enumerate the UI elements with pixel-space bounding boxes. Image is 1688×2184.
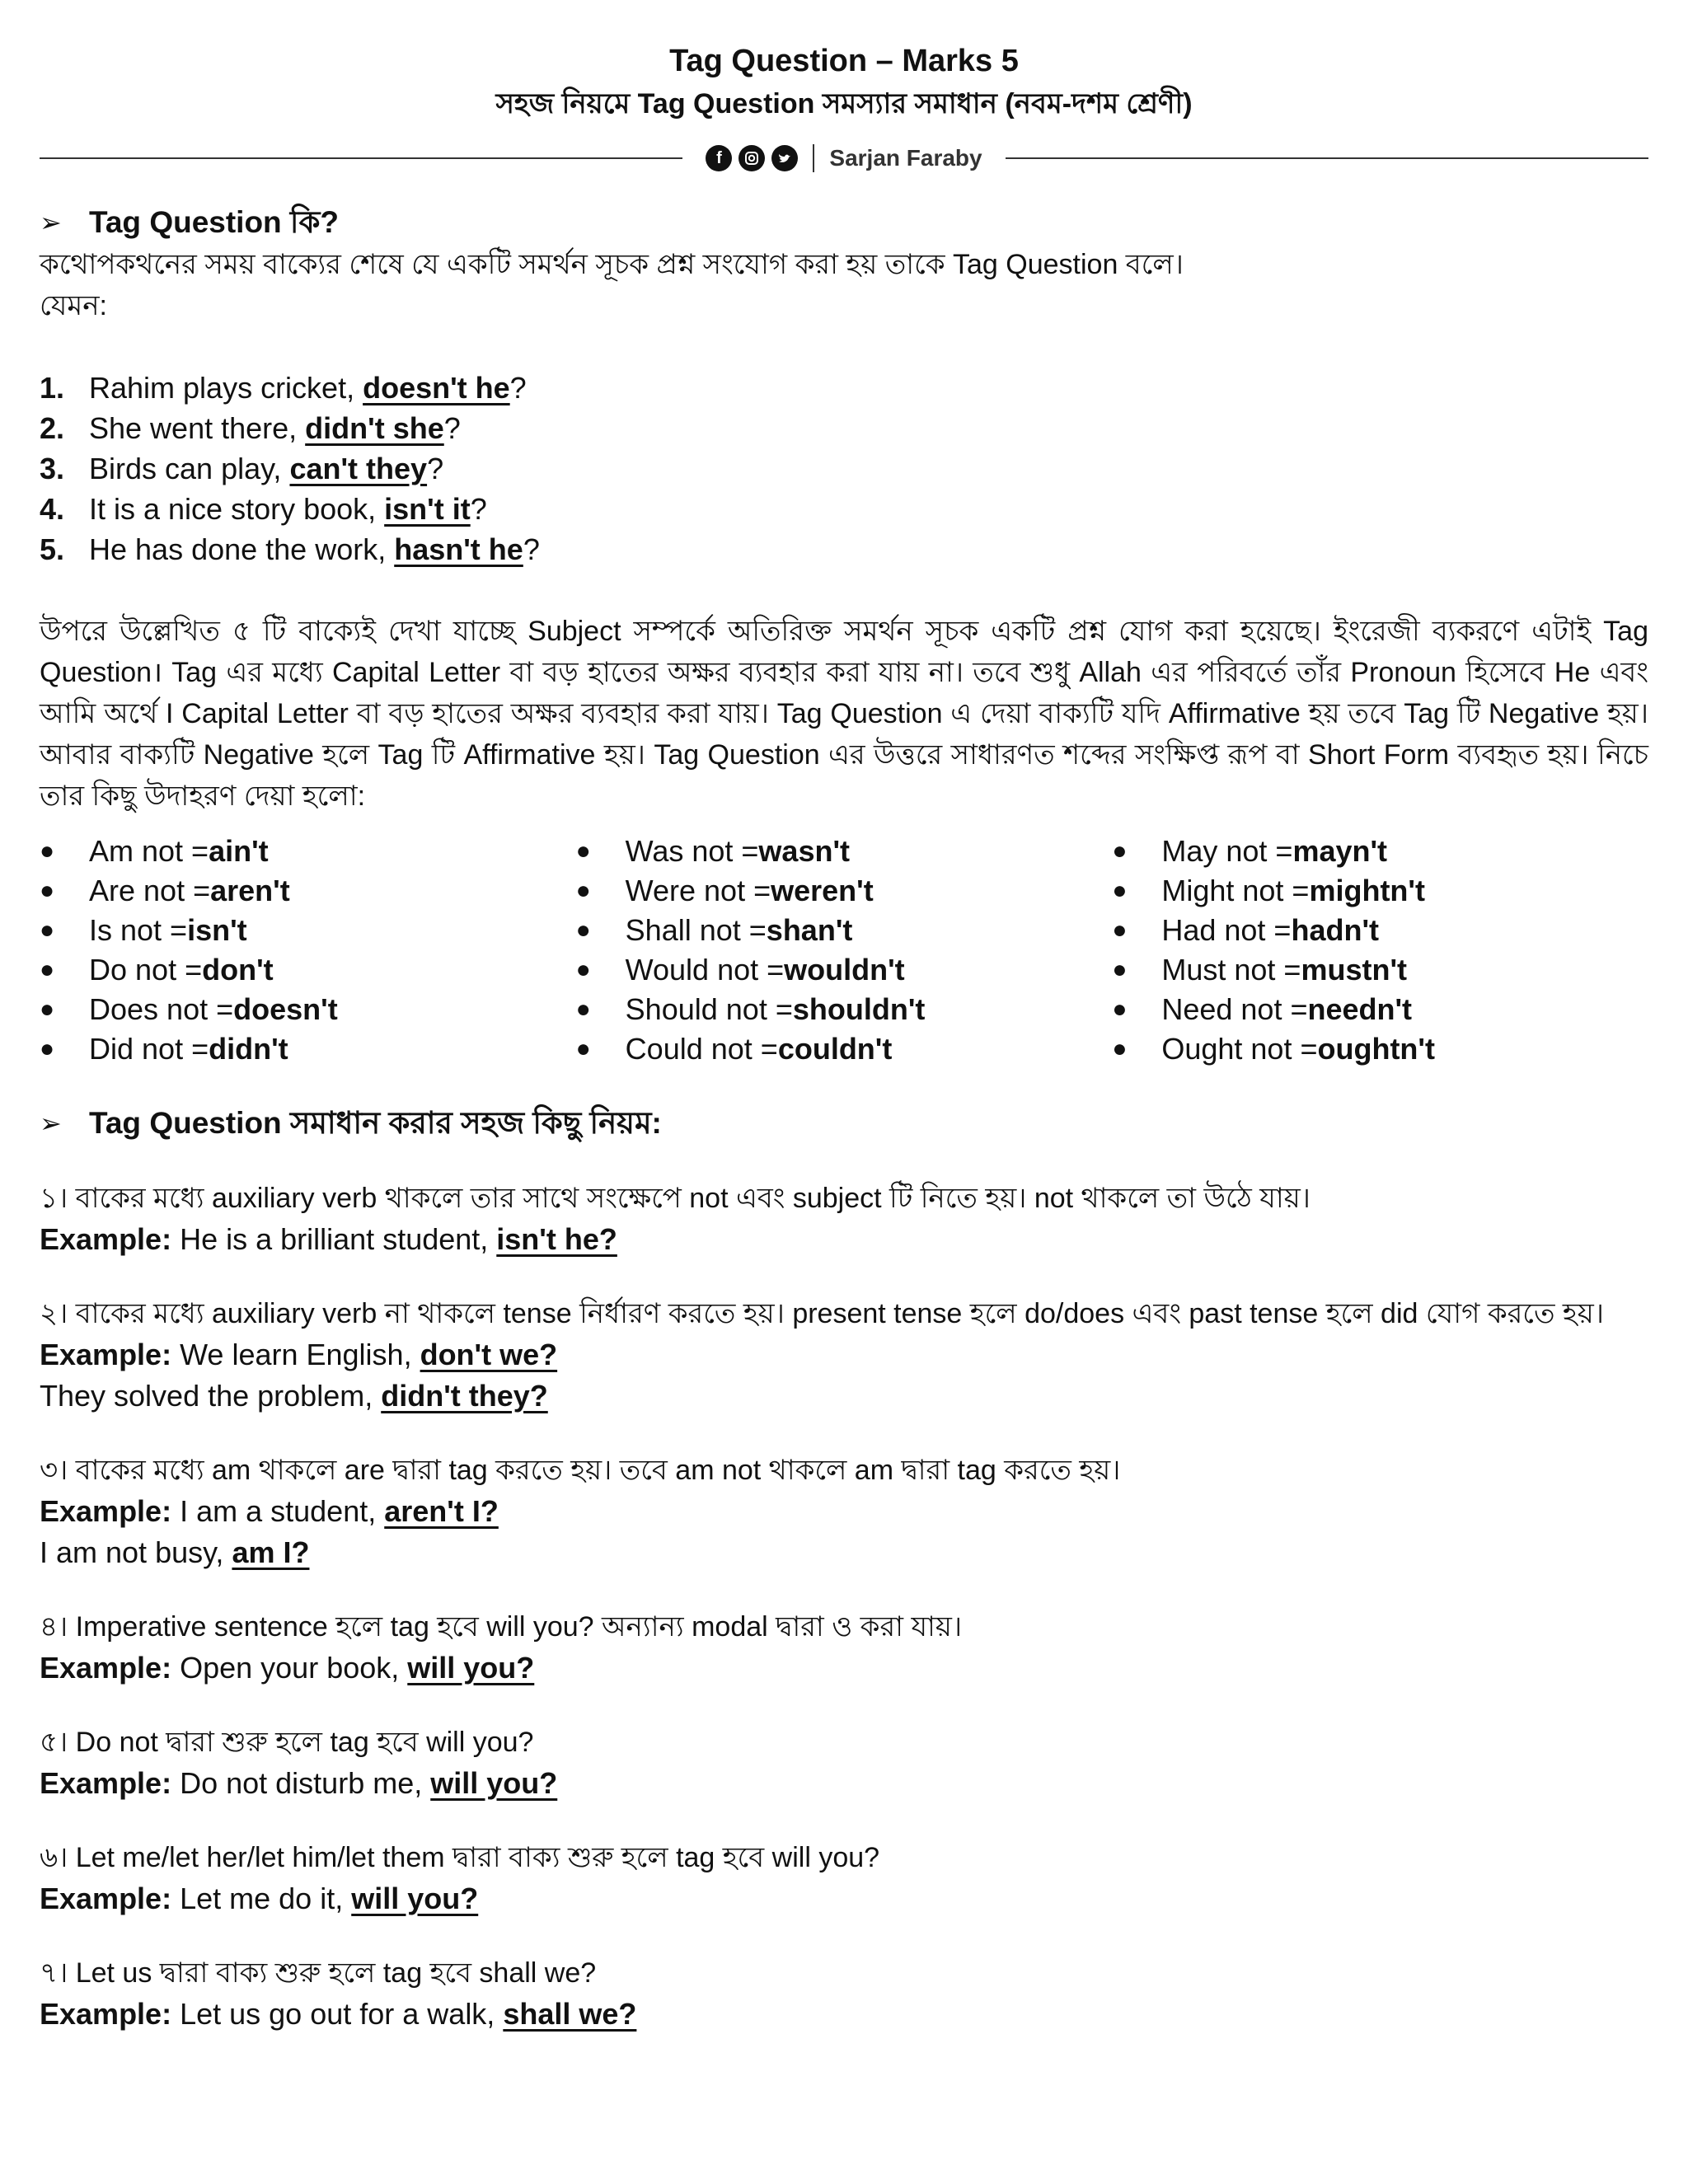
section-heading-text: Tag Question সমাধান করার সহজ কিছু নিয়ম: (89, 1106, 662, 1140)
tag-answer: will you? (430, 1766, 558, 1800)
list-item: ● Am not = ain't (40, 834, 269, 868)
rule-example: Example: We learn English, don't we? (40, 1338, 558, 1371)
list-item: ● Do not = don't (40, 953, 274, 987)
rule-example: They solved the problem, didn't they? (40, 1379, 548, 1413)
rule-item (40, 1178, 1648, 1260)
tag-answer: doesn't he (363, 371, 510, 405)
arrow-bullet-icon: ➢ (40, 208, 62, 237)
tag-answer: am I? (232, 1535, 310, 1569)
list-item: ● Are not = aren't (40, 874, 290, 907)
rule-example: Example: Let us go out for a walk, shall we? (40, 1997, 637, 2031)
rule-item (40, 1450, 1648, 1573)
explanation-paragraph: উপরে উল্লেখিত ৫ টি বাক্যেই দেখা যাচ্ছে Subject সম্পর্কে অতিরিক্ত সমর্থন সূচক একটি প্রশ্ন যোগ করা হয়েছে। ইংরেজী ব্যকরণে এটাই Tag Question। Tag এর মধ্যে Capital Letter বা বড় হাতের অক্ষর ব্যবহার করা যায় না। তবে শুধু Allah এর পরিবর্তে তাঁর Pronoun হিসেবে He এবং আমি অর্থে I Capital Letter বা বড় হাতের অক্ষর ব্যবহার করা যায়। Tag Question এ দেয়া বাক্যটি যদি Affirmative হয় তবে Tag টি Negative হয়। আবার বাক্যটি Negative হলে Tag টি Affirmative হয়। Tag Question এর উত্তরে সাধারণত শব্দের সংক্ষিপ্ত রূপ বা Short Form ব্যবহৃত হয়। নিচে তার কিছু উদাহরণ দেয়া হলো: (40, 616, 1648, 812)
list-item: 4. It is a nice story book, isn't it? (40, 492, 487, 526)
list-item: ● Were not = weren't (575, 874, 874, 907)
tag-answer: don't we? (420, 1338, 558, 1371)
example-label: যেমন: (40, 290, 108, 321)
list-item: 1. Rahim plays cricket, doesn't he? (40, 371, 527, 405)
rule-text: ৭। Let us দ্বারা বাক্য শুরু হলে tag হবে shall we? (40, 1957, 597, 1989)
rule-item (40, 1293, 1648, 1417)
definition-text: কথোপকথনের সময় বাক্যের শেষে যে একটি সমর্থন সূচক প্রশ্ন সংযোগ করা হয় তাকে Tag Question বলে। (40, 249, 1184, 280)
rule-item (40, 1837, 1648, 1919)
rule-text: ৫। Do not দ্বারা শুরু হলে tag হবে will you? (40, 1727, 534, 1758)
list-item: ● Would not = wouldn't (575, 953, 905, 987)
tag-answer: aren't I? (384, 1494, 499, 1528)
facebook-icon: f (706, 145, 732, 171)
contractions-column (1112, 832, 1648, 1069)
rule-example: Example: Do not disturb me, will you? (40, 1766, 558, 1800)
list-item: 3. Birds can play, can't they? (40, 452, 444, 485)
rule-example: Example: Open your book, will you? (40, 1651, 535, 1685)
divider-line-right (1006, 157, 1648, 159)
divider-line-left (40, 157, 682, 159)
tag-answer: shall we? (503, 1997, 637, 2031)
rule-item (40, 1606, 1648, 1689)
credit-separator (813, 144, 814, 172)
contractions-table (40, 832, 1648, 1069)
tag-answer: hasn't he (394, 532, 523, 566)
list-item: ● Could not = couldn't (575, 1032, 893, 1066)
rule-text: ৩। বাকের মধ্যে am থাকলে are দ্বারা tag করতে হয়। তবে am not থাকলে am দ্বারা tag করতে হয়। (40, 1455, 1121, 1486)
section-heading-rules (40, 1102, 1648, 1145)
list-item: ● Shall not = shan't (575, 913, 853, 947)
author-credit (706, 144, 982, 172)
list-item: ● Does not = doesn't (40, 992, 338, 1026)
list-item: ● Did not = didn't (40, 1032, 288, 1066)
rule-example: I am not busy, am I? (40, 1535, 310, 1569)
rule-example: Example: Let me do it, will you? (40, 1882, 479, 1915)
rule-text: ১। বাকের মধ্যে auxiliary verb থাকলে তার সাথে সংক্ষেপে not এবং subject টি নিতে হয়। not থাকলে তা উঠে যায়। (40, 1183, 1311, 1214)
tag-answer: didn't they? (381, 1379, 548, 1413)
list-item: ● Should not = shouldn't (575, 992, 926, 1026)
document-title: Tag Question – Marks 5 (669, 44, 1019, 78)
list-item: ● Must not = mustn't (1112, 953, 1407, 987)
list-item: ● Need not = needn't (1112, 992, 1413, 1026)
list-item: ● Was not = wasn't (575, 834, 851, 868)
list-item: ● May not = mayn't (1112, 834, 1388, 868)
contractions-column (40, 832, 576, 1069)
tag-answer: didn't she (305, 411, 444, 445)
document-subtitle: সহজ নিয়মে Tag Question সমস্যার সমাধান (নবম-দশম শ্রেণী) (495, 88, 1193, 120)
rule-example: Example: He is a brilliant student, isn't he? (40, 1222, 617, 1256)
rule-item (40, 1952, 1648, 2035)
tag-answer: will you? (351, 1882, 479, 1915)
list-item: ● Might not = mightn't (1112, 874, 1425, 907)
tag-answer: will you? (407, 1651, 535, 1685)
rule-item (40, 1722, 1648, 1804)
list-item: ● Ought not = oughtn't (1112, 1032, 1435, 1066)
list-item: ● Is not = isn't (40, 913, 247, 947)
document-page (40, 33, 1648, 2035)
tag-answer: isn't he? (496, 1222, 617, 1256)
twitter-icon (771, 145, 798, 171)
rule-example: Example: I am a student, aren't I? (40, 1494, 499, 1528)
document-header (40, 40, 1648, 125)
rule-text: ২। বাকের মধ্যে auxiliary verb না থাকলে tense নির্ধারণ করতে হয়। present tense হলে do/does এবং past tense হলে did যোগ করতে হয়। (40, 1298, 1604, 1329)
instagram-icon (738, 145, 765, 171)
list-item: ● Had not = hadn't (1112, 913, 1380, 947)
author-divider (40, 140, 1648, 176)
section-heading-what-is (40, 201, 1648, 244)
arrow-bullet-icon: ➢ (40, 1108, 62, 1138)
tag-answer: isn't it (384, 492, 471, 526)
rule-text: ৬। Let me/let her/let him/let them দ্বারা বাক্য শুরু হলে tag হবে will you? (40, 1842, 880, 1873)
contractions-column (576, 832, 1113, 1069)
author-name: Sarjan Faraby (829, 145, 982, 171)
list-item: 2. She went there, didn't she? (40, 411, 461, 445)
intro-example-list (40, 368, 1648, 569)
section-heading-text: Tag Question কি? (89, 205, 340, 239)
rule-text: ৪। Imperative sentence হলে tag হবে will you? অন্যান্য modal দ্বারা ও করা যায়। (40, 1611, 963, 1643)
list-item: 5. He has done the work, hasn't he? (40, 532, 540, 566)
tag-answer: can't they (289, 452, 428, 485)
